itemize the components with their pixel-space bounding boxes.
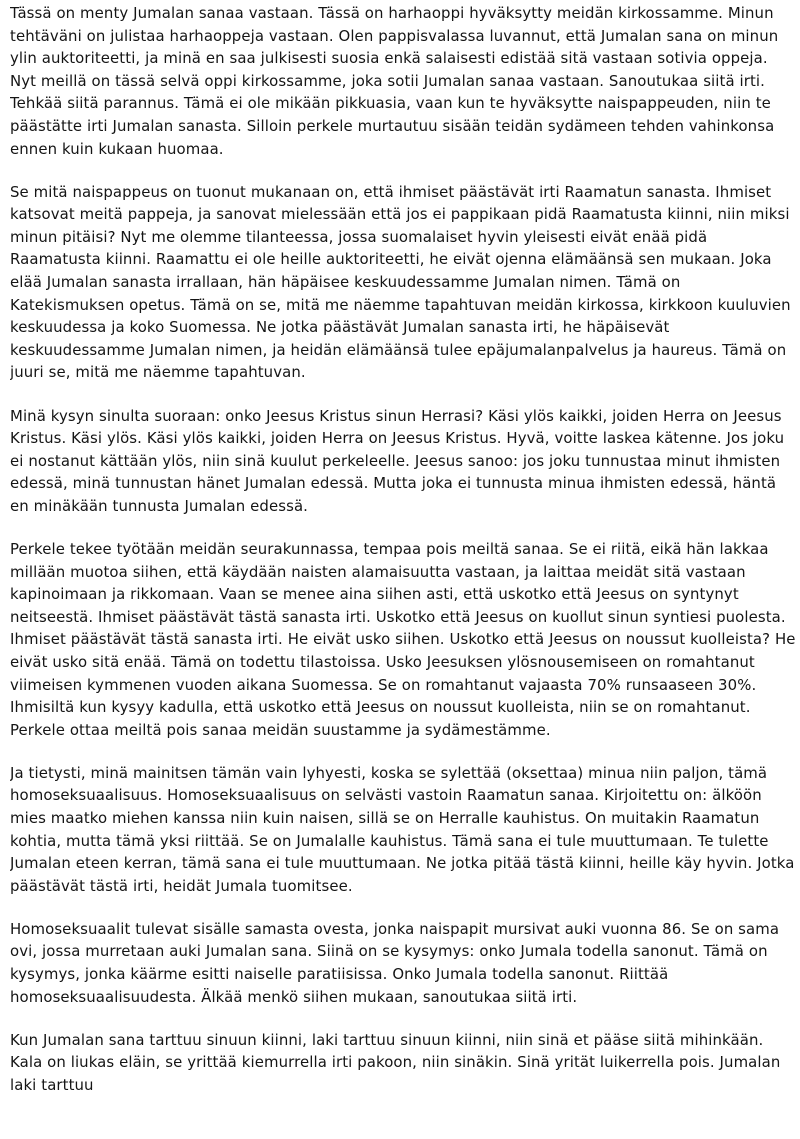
document-page <box>10 2 796 1139</box>
paragraph-2: Se mitä naispappeus on tuonut mukanaan on, että ihmiset päästävät irti Raamatun sanasta. Ihmiset katsovat meitä pappeja, ja sanovat mielessään että jos ei pappikaan pidä Raamatusta kiinni, niin miksi minun pitäisi? Nyt me olemme tilanteessa, jossa suomalaiset hyvin yleisesti eivät enää pidä Raamatusta kiinni. Raamattu ei ole heille auktoriteetti, he eivät ojenna elämäänsä sen mukaan. Joka elää Jumalan sanasta irrallaan, hän häpäisee keskuudessamme Jumalan nimen. Tämä on Katekismuksen opetus. Tämä on se, mitä me näemme tapahtuvan meidän kirkossa, kirkkoon kuuluvien keskuudessa ja koko Suomessa. Ne jotka päästävät Jumalan sanasta irti, he häpäisevät keskuudessamme Jumalan nimen, ja heidän elämäänsä tulee epäjumalanpalvelus ja haureus. Tämä on juuri se, mitä me näemme tapahtuvan. <box>10 182 791 382</box>
paragraph-3: Minä kysyn sinulta suoraan: onko Jeesus Kristus sinun Herrasi? Käsi ylös kaikki, joiden Herra on Jeesus Kristus. Käsi ylös. Käsi ylös kaikki, joiden Herra on Jeesus Kristus. Hyvä, voitte laskea kätenne. Jos joku ei nostanut kättään ylös, niin sinä kuulut perkeleelle. Jeesus sanoo: jos joku tunnustaa minut ihmisten edessä, minä tunnustan hänet Jumalan edessä. Mutta joka ei tunnusta minua ihmisten edessä, häntä en minäkään tunnusta Jumalan edessä. <box>10 406 785 515</box>
paragraph-5: Ja tietysti, minä mainitsen tämän vain lyhyesti, koska se sylettää (oksettaa) minua niin paljon, tämä homoseksuaalisuus. Homoseksuaalisuus on selvästi vastoin Raamatun sanaa. Kirjoitettu on: älköön mies maatko miehen kanssa niin kuin naisen, sillä se on Herralle kauhistus. On muitakin Raamatun kohtia, mutta tämä yksi riittää. Se on Jumalalle kauhistus. Tämä sana ei tule muuttumaan. Te tulette Jumalan eteen kerran, tämä sana ei tule muuttumaan. Ne jotka pitää tästä kiinni, heille käy hyvin. Jotka päästävät tästä irti, heidät Jumala tuomitsee. <box>10 763 795 895</box>
paragraph-7: Kun Jumalan sana tarttuu sinuun kiinni, laki tarttuu sinuun kiinni, niin sinä et pääse siitä mihinkään. Kala on liukas eläin, se yrittää kiemurrella irti pakoon, niin sinäkin. Sinä yrität luikerrella pois. Jumalan laki tarttuu <box>10 1030 781 1094</box>
paragraph-6: Homoseksuaalit tulevat sisälle samasta ovesta, jonka naispapit mursivat auki vuonna 86. Se on sama ovi, jossa murretaan auki Jumalan sana. Siinä on se kysymys: onko Jumala todella sanonut. Tämä on kysymys, jonka käärme esitti naiselle paratiisissa. Onko Jumala todella sanonut. Riittää homoseksuaalisuudesta. Älkää menkö siihen mukaan, sanoutukaa siitä irti. <box>10 919 780 1006</box>
paragraph-4: Perkele tekee työtään meidän seurakunnassa, tempaa pois meiltä sanaa. Se ei riitä, eikä hän lakkaa millään muotoa siihen, että käydään naisten alamaisuutta vastaan, ja laittaa meidät sitä vastaan kapinoimaan ja rikkomaan. Vaan se menee aina siihen asti, että uskotko että Jeesus on syntynyt neitseestä. Ihmiset päästävät tästä sanasta irti. Uskotko että Jeesus on kuollut sinun syntiesi puolesta. Ihmiset päästävät tästä sanasta irti. He eivät usko siihen. Uskotko että Jeesus on noussut kuolleista? He eivät usko sitä enää. Tämä on todettu tilastoissa. Usko Jeesuksen ylösnousemiseen on romahtanut viimeisen kymmenen vuoden aikana Suomessa. Se on romahtanut vajaasta 70% runsaaseen 30%. Ihmisiltä kun kysyy kadulla, että uskotko että Jeesus on noussut kuolleista, niin se on romahtanut. Perkele ottaa meiltä pois sanaa meidän suustamme ja sydämestämme. <box>10 539 796 739</box>
paragraph-1: Tässä on menty Jumalan sanaa vastaan. Tässä on harhaoppi hyväksytty meidän kirkossamme. Minun tehtäväni on julistaa harhaoppeja vastaan. Olen pappisvalassa luvannut, että Jumalan sana on minun ylin auktoriteetti, ja minä en saa julkisesti suosia enkä salaisesti edistää sitä vastaan sotivia oppeja. Nyt meillä on tässä selvä oppi kirkossamme, joka sotii Jumalan sanaa vastaan. Sanoutukaa siitä irti. Tehkää siitä parannus. Tämä ei ole mikään pikkuasia, vaan kun te hyväksytte naispappeuden, niin te päästätte irti Jumalan sanasta. Silloin perkele murtautuu sisään teidän sydämeen tehden vahinkonsa ennen kuin kukaan huomaa. <box>10 4 779 158</box>
